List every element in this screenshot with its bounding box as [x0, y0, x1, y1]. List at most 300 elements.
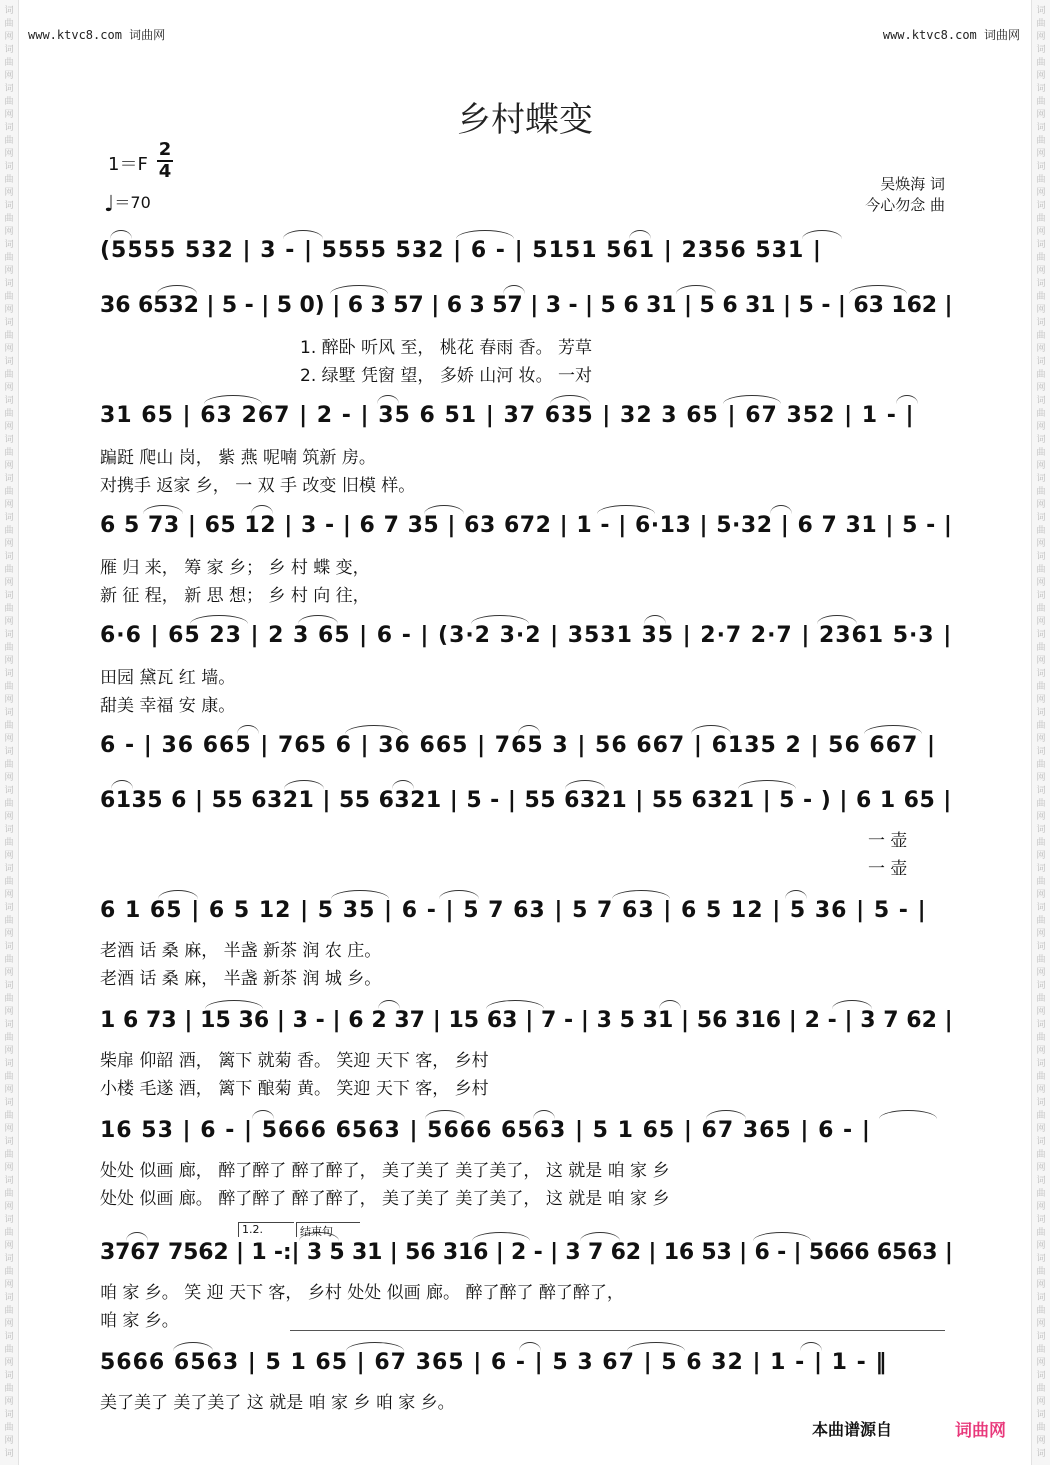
side-mark-char: 曲 — [1036, 214, 1046, 224]
side-mark-char: 词 — [1036, 747, 1046, 757]
side-mark-char: 网 — [4, 1436, 14, 1446]
side-mark-char: 词 — [4, 1137, 14, 1147]
side-mark-char: 曲 — [1036, 1267, 1046, 1277]
header-site-left[interactable]: www.ktvc8.com 词曲网 — [28, 28, 166, 42]
side-mark-char: 词 — [4, 45, 14, 55]
side-mark-char: 网 — [1036, 149, 1046, 159]
lyric-line: 一 壶 — [868, 831, 908, 851]
song-title: 乡村蝶变 — [457, 100, 593, 140]
side-mark-char: 网 — [1036, 500, 1046, 510]
footer-source: 本曲谱源自 — [812, 1420, 893, 1439]
side-mark-char: 网 — [4, 734, 14, 744]
volta-first-ending — [238, 1222, 294, 1237]
side-mark-char: 曲 — [1036, 448, 1046, 458]
footer-brand-link[interactable]: 词曲网 — [955, 1421, 1006, 1441]
side-mark-char: 网 — [4, 1046, 14, 1056]
side-mark-char: 曲 — [1036, 409, 1046, 419]
side-mark-char: 曲 — [4, 838, 14, 848]
slur-mark — [298, 615, 338, 624]
slur-mark — [519, 1342, 541, 1351]
side-mark-char: 曲 — [4, 1267, 14, 1277]
side-mark-char: 曲 — [4, 136, 14, 146]
side-mark-char: 曲 — [1036, 877, 1046, 887]
side-mark-char: 曲 — [1036, 955, 1046, 965]
side-mark-char: 网 — [1036, 617, 1046, 627]
side-mark-char: 曲 — [4, 955, 14, 965]
side-mark-char: 网 — [1036, 383, 1046, 393]
side-mark-char: 词 — [4, 279, 14, 289]
side-mark-char: 曲 — [1036, 643, 1046, 653]
side-mark-char: 词 — [1036, 1449, 1046, 1459]
side-mark-char: 词 — [1036, 669, 1046, 679]
side-mark-char: 曲 — [4, 1189, 14, 1199]
side-mark-char: 词 — [4, 1332, 14, 1342]
side-mark-char: 网 — [1036, 1085, 1046, 1095]
side-mark-char: 曲 — [1036, 916, 1046, 926]
side-mark-char: 曲 — [1036, 1033, 1046, 1043]
side-mark-char: 网 — [1036, 1007, 1046, 1017]
music-row: 6135 6 | 55 6321 | 55 6321 | 5 - | 55 6321 | 55 6321 | 5 - ) | 6 1 65 | — [100, 788, 952, 813]
side-mark-char: 曲 — [4, 1423, 14, 1433]
slur-mark — [597, 505, 655, 514]
side-mark-char: 词 — [1036, 1176, 1046, 1186]
side-mark-char: 曲 — [4, 916, 14, 926]
lyric-line: 美了美了 美了美了 这 就是 咱 家 乡 咱 家 乡。 — [100, 1393, 455, 1413]
lyric-line: 咱 家 乡。 — [100, 1311, 179, 1331]
side-mark-char: 网 — [1036, 773, 1046, 783]
lyric-line: 对携手 返家 乡， 一 双 手 改变 旧模 样。 — [100, 476, 416, 496]
slur-mark — [158, 890, 198, 899]
side-mark-char: 曲 — [1036, 19, 1046, 29]
side-mark-char: 曲 — [4, 1072, 14, 1082]
side-mark-char: 词 — [4, 513, 14, 523]
music-row: 36 6532 | 5 - | 5 0) | 6 3 57 | 6 3 57 | 3 - | 5 6 31 | 5 6 31 | 5 - | 63 162 | — [100, 293, 953, 318]
volta-first-label: 1.2. — [242, 1223, 263, 1236]
lyric-line: 1. 醉卧 听风 至， 桃花 春雨 香。 芳草 — [300, 338, 593, 358]
side-mark-char: 网 — [4, 695, 14, 705]
slur-mark — [204, 395, 262, 404]
side-mark-char: 曲 — [4, 994, 14, 1004]
side-mark-char: 词 — [4, 552, 14, 562]
side-mark-char: 网 — [1036, 1163, 1046, 1173]
slur-mark — [486, 1000, 544, 1009]
side-mark-char: 词 — [4, 1293, 14, 1303]
side-mark-char: 词 — [1036, 786, 1046, 796]
side-mark-char: 网 — [4, 227, 14, 237]
music-row: (5555 532 | 3 - | 5555 532 | 6 - | 5151 561 | 2356 531 | — [100, 238, 822, 263]
side-mark-char: 词 — [4, 201, 14, 211]
side-mark-char: 词 — [4, 396, 14, 406]
side-mark-char: 曲 — [4, 760, 14, 770]
side-mark-char: 网 — [4, 1202, 14, 1212]
lyric-line: 甜美 幸福 安 康。 — [100, 696, 236, 716]
slur-mark — [345, 725, 403, 734]
side-mark-char: 词 — [1036, 1371, 1046, 1381]
side-mark-char: 词 — [4, 864, 14, 874]
quarter-note-icon: ♩ — [104, 192, 115, 217]
side-mark-char: 曲 — [1036, 1072, 1046, 1082]
side-mark-char: 词 — [4, 1215, 14, 1225]
header-site-right[interactable]: www.ktvc8.com 词曲网 — [882, 28, 1020, 42]
side-mark-char: 网 — [4, 968, 14, 978]
side-mark-char: 网 — [1036, 1358, 1046, 1368]
side-mark-char: 词 — [1036, 942, 1046, 952]
side-mark-char: 词 — [4, 903, 14, 913]
side-mark-char: 词 — [1036, 1254, 1046, 1264]
slur-mark — [472, 1232, 530, 1241]
side-mark-char: 词 — [4, 1176, 14, 1186]
slur-mark — [126, 1232, 148, 1241]
slur-mark — [143, 505, 183, 514]
side-mark-char: 网 — [1036, 227, 1046, 237]
slur-mark — [896, 395, 918, 404]
slur-mark — [251, 505, 273, 514]
side-mark-char: 曲 — [4, 448, 14, 458]
side-mark-char: 曲 — [4, 604, 14, 614]
slur-mark — [377, 395, 399, 404]
slur-mark — [802, 230, 842, 239]
side-mark-char: 词 — [1036, 240, 1046, 250]
slur-mark — [110, 230, 132, 239]
side-mark-char: 网 — [4, 1124, 14, 1134]
volta-coda — [296, 1222, 360, 1237]
slur-mark — [252, 1110, 274, 1119]
slur-mark — [738, 780, 796, 789]
side-mark-char: 网 — [4, 305, 14, 315]
side-mark-char: 词 — [1036, 1098, 1046, 1108]
slur-mark — [770, 505, 792, 514]
slur-mark — [706, 1110, 746, 1119]
slur-mark — [832, 1000, 872, 1009]
side-mark-char: 网 — [1036, 1241, 1046, 1251]
slur-mark — [800, 1342, 822, 1351]
side-mark-char: 网 — [1036, 344, 1046, 354]
side-mark-char: 网 — [1036, 1436, 1046, 1446]
side-mark-char: 词 — [1036, 1137, 1046, 1147]
side-mark-char: 网 — [4, 71, 14, 81]
side-mark-char: 曲 — [1036, 1189, 1046, 1199]
side-mark-char: 曲 — [1036, 760, 1046, 770]
side-mark-char: 词 — [4, 84, 14, 94]
side-mark-char: 网 — [1036, 734, 1046, 744]
side-mark-char: 曲 — [4, 19, 14, 29]
slur-mark — [533, 1110, 555, 1119]
side-mark-char: 曲 — [1036, 292, 1046, 302]
side-mark-char: 网 — [1036, 1280, 1046, 1290]
lyric-line: 新 征 程， 新 思 想； 乡 村 向 往， — [100, 586, 370, 606]
side-mark-char: 词 — [1036, 279, 1046, 289]
side-mark-char: 曲 — [4, 877, 14, 887]
side-mark-char: 网 — [4, 617, 14, 627]
slur-mark — [879, 1110, 937, 1119]
side-mark-char: 词 — [1036, 1215, 1046, 1225]
side-mark-char: 曲 — [1036, 253, 1046, 263]
side-mark-char: 网 — [4, 578, 14, 588]
slur-mark — [550, 395, 590, 404]
side-mark-char: 网 — [4, 1280, 14, 1290]
side-mark-char: 曲 — [1036, 175, 1046, 185]
side-mark-char: 曲 — [1036, 487, 1046, 497]
lyric-line: 一 壶 — [868, 859, 908, 879]
side-mark-char: 词 — [1036, 825, 1046, 835]
lyric-line: 2. 绿墅 凭窗 望， 多娇 山河 妆。 一对 — [300, 366, 593, 386]
side-mark-char: 词 — [1036, 45, 1046, 55]
side-mark-char: 网 — [1036, 968, 1046, 978]
side-mark-char: 词 — [4, 981, 14, 991]
side-mark-char: 词 — [1036, 708, 1046, 718]
side-mark-char: 词 — [4, 357, 14, 367]
side-mark-char: 曲 — [4, 799, 14, 809]
side-mark-char: 曲 — [1036, 370, 1046, 380]
side-mark-char: 网 — [4, 110, 14, 120]
side-mark-char: 网 — [4, 1358, 14, 1368]
side-mark-char: 词 — [1036, 552, 1046, 562]
side-mark-char: 词 — [4, 1020, 14, 1030]
side-mark-char: 词 — [4, 1098, 14, 1108]
tempo-value: ＝70 — [114, 193, 151, 212]
side-mark-char: 词 — [4, 630, 14, 640]
slur-mark — [284, 780, 324, 789]
side-mark-char: 词 — [4, 825, 14, 835]
side-mark-char: 网 — [1036, 110, 1046, 120]
lyric-line: 老酒 话 桑 麻， 半盏 新茶 润 城 乡。 — [100, 969, 382, 989]
slur-mark — [173, 1342, 213, 1351]
side-mark-char: 曲 — [4, 214, 14, 224]
side-mark-char: 词 — [4, 1254, 14, 1264]
music-row: 6·6 | 65 23 | 2 3 65 | 6 - | (3·2 3·2 | 3531 35 | 2·7 2·7 | 2361 5·3 | — [100, 623, 953, 648]
slur-mark — [378, 1000, 400, 1009]
side-mark-char: 网 — [1036, 539, 1046, 549]
slur-mark — [785, 890, 807, 899]
slur-mark — [346, 1342, 404, 1351]
side-mark-char: 网 — [4, 773, 14, 783]
side-mark-char: 曲 — [4, 292, 14, 302]
slur-mark — [676, 285, 716, 294]
slur-mark — [424, 505, 464, 514]
side-mark-char: 网 — [4, 344, 14, 354]
side-mark-char: 曲 — [4, 1033, 14, 1043]
side-mark-char: 曲 — [4, 643, 14, 653]
slur-mark — [629, 230, 651, 239]
side-mark-char: 曲 — [1036, 1150, 1046, 1160]
side-mark-char: 曲 — [1036, 97, 1046, 107]
music-row: 16 53 | 6 - | 5666 6563 | 5666 6563 | 5 1 65 | 67 365 | 6 - | — [100, 1118, 871, 1143]
side-mark-char: 曲 — [4, 97, 14, 107]
side-mark-char: 词 — [1036, 123, 1046, 133]
side-mark-char: 词 — [1036, 318, 1046, 328]
side-mark-char: 词 — [1036, 396, 1046, 406]
side-mark-char: 词 — [1036, 591, 1046, 601]
side-mark-char: 曲 — [1036, 58, 1046, 68]
lyric-line: 咱 家 乡。 笑 迎 天下 客， 乡村 处处 似画 廊。 醉了醉了 醉了醉了， — [100, 1283, 624, 1303]
side-mark-char: 曲 — [1036, 1111, 1046, 1121]
lyric-line: 蹁跹 爬山 岗， 紫 燕 呢喃 筑新 房。 — [100, 448, 376, 468]
side-mark-char: 曲 — [1036, 838, 1046, 848]
side-mark-char: 网 — [4, 851, 14, 861]
side-mark-char: 词 — [1036, 903, 1046, 913]
left-watermark-strip — [0, 0, 19, 1465]
side-mark-char: 曲 — [1036, 1384, 1046, 1394]
side-mark-char: 网 — [4, 461, 14, 471]
side-mark-char: 词 — [4, 747, 14, 757]
music-row: 5666 6563 | 5 1 65 | 67 365 | 6 - | 5 3 67 | 5 6 32 | 1 - | 1 - ‖ — [100, 1350, 888, 1375]
side-mark-char: 曲 — [1036, 1228, 1046, 1238]
slur-mark — [283, 230, 323, 239]
side-mark-char: 曲 — [4, 1228, 14, 1238]
lyric-line: 处处 似画 廊， 醉了醉了 醉了醉了， 美了美了 美了美了， 这 就是 咱 家 乡 — [100, 1161, 670, 1181]
side-mark-char: 曲 — [4, 721, 14, 731]
side-mark-char: 网 — [1036, 71, 1046, 81]
right-watermark-strip — [1031, 0, 1050, 1465]
side-mark-char: 网 — [1036, 929, 1046, 939]
music-row: 1 6 73 | 15 36 | 3 - | 6 2 37 | 15 63 | 7 - | 3 5 31 | 56 316 | 2 - | 3 7 62 | — [100, 1008, 953, 1033]
side-mark-char: 词 — [1036, 1020, 1046, 1030]
side-mark-char: 词 — [4, 786, 14, 796]
side-mark-char: 网 — [4, 539, 14, 549]
side-mark-char: 网 — [1036, 422, 1046, 432]
side-mark-char: 词 — [4, 474, 14, 484]
side-mark-char: 词 — [4, 240, 14, 250]
side-mark-char: 网 — [1036, 461, 1046, 471]
side-mark-char: 词 — [4, 669, 14, 679]
slur-mark — [612, 890, 670, 899]
slur-mark — [190, 615, 248, 624]
side-mark-char: 词 — [1036, 1410, 1046, 1420]
side-mark-char: 词 — [4, 942, 14, 952]
side-mark-char: 词 — [4, 435, 14, 445]
side-mark-char: 词 — [1036, 1059, 1046, 1069]
side-mark-char: 词 — [1036, 162, 1046, 172]
side-mark-char: 曲 — [4, 370, 14, 380]
side-mark-char: 网 — [1036, 1319, 1046, 1329]
side-mark-char: 曲 — [1036, 682, 1046, 692]
side-mark-char: 曲 — [4, 58, 14, 68]
side-mark-char: 网 — [4, 500, 14, 510]
side-mark-char: 网 — [4, 656, 14, 666]
side-mark-char: 网 — [4, 149, 14, 159]
side-mark-char: 网 — [4, 32, 14, 42]
side-mark-char: 曲 — [4, 1306, 14, 1316]
side-mark-char: 网 — [4, 1007, 14, 1017]
slur-mark — [392, 780, 414, 789]
slur-mark — [205, 1000, 263, 1009]
side-mark-char: 词 — [4, 591, 14, 601]
slur-mark — [627, 1342, 685, 1351]
side-mark-char: 网 — [4, 812, 14, 822]
side-mark-char: 曲 — [4, 1384, 14, 1394]
slur-mark — [580, 1232, 620, 1241]
side-mark-char: 曲 — [1036, 136, 1046, 146]
side-mark-char: 曲 — [1036, 604, 1046, 614]
time-signature — [157, 140, 173, 182]
side-mark-char: 网 — [4, 188, 14, 198]
side-mark-char: 词 — [1036, 981, 1046, 991]
side-mark-char: 网 — [4, 1241, 14, 1251]
side-mark-char: 词 — [1036, 864, 1046, 874]
side-mark-char: 网 — [1036, 1397, 1046, 1407]
side-mark-char: 曲 — [4, 175, 14, 185]
side-mark-char: 曲 — [4, 331, 14, 341]
coda-bracket — [290, 1330, 945, 1331]
music-row: 3767 7562 | 1 -:| 3 5 31 | 56 316 | 2 - | 3 7 62 | 16 53 | 6 - | 5666 6563 | — [100, 1240, 953, 1265]
side-mark-char: 曲 — [1036, 1306, 1046, 1316]
slur-mark — [849, 285, 907, 294]
side-mark-char: 曲 — [4, 253, 14, 263]
lyric-line: 老酒 话 桑 麻， 半盏 新茶 润 农 庄。 — [100, 941, 382, 961]
side-mark-char: 曲 — [1036, 721, 1046, 731]
music-row: 6 - | 36 665 | 765 6 | 36 665 | 765 3 | 56 667 | 6135 2 | 56 667 | — [100, 733, 937, 758]
slur-mark — [753, 1232, 811, 1241]
slur-mark — [691, 725, 731, 734]
slur-mark — [864, 725, 922, 734]
side-mark-char: 词 — [4, 318, 14, 328]
slur-mark — [425, 1110, 465, 1119]
side-mark-char: 词 — [1036, 201, 1046, 211]
side-mark-char: 网 — [4, 929, 14, 939]
side-mark-char: 曲 — [4, 409, 14, 419]
side-mark-char: 网 — [1036, 656, 1046, 666]
side-mark-char: 曲 — [1036, 1423, 1046, 1433]
side-mark-char: 词 — [1036, 435, 1046, 445]
slur-mark — [237, 725, 259, 734]
side-mark-char: 词 — [1036, 1332, 1046, 1342]
time-signature-top: 2 — [158, 139, 172, 160]
side-mark-char: 曲 — [1036, 331, 1046, 341]
slur-mark — [157, 285, 197, 294]
side-mark-char: 网 — [1036, 1046, 1046, 1056]
side-mark-char: 网 — [4, 1319, 14, 1329]
lyric-line: 田园 黛瓦 红 墙。 — [100, 668, 236, 688]
side-mark-char: 网 — [1036, 188, 1046, 198]
side-mark-char: 网 — [1036, 851, 1046, 861]
side-mark-char: 网 — [1036, 695, 1046, 705]
side-mark-char: 网 — [1036, 305, 1046, 315]
side-mark-char: 曲 — [4, 526, 14, 536]
side-mark-char: 曲 — [4, 1345, 14, 1355]
side-mark-char: 词 — [1036, 6, 1046, 16]
side-mark-char: 词 — [1036, 1293, 1046, 1303]
side-mark-char: 词 — [1036, 84, 1046, 94]
slur-mark — [111, 780, 133, 789]
side-mark-char: 曲 — [1036, 994, 1046, 1004]
side-mark-char: 词 — [1036, 357, 1046, 367]
side-mark-char: 词 — [4, 1059, 14, 1069]
side-mark-char: 网 — [1036, 266, 1046, 276]
side-mark-char: 曲 — [4, 1150, 14, 1160]
side-mark-char: 网 — [1036, 890, 1046, 900]
side-mark-char: 词 — [1036, 474, 1046, 484]
slur-mark — [518, 725, 540, 734]
lyric-line: 处处 似画 廊。 醉了醉了 醉了醉了， 美了美了 美了美了， 这 就是 咱 家 乡 — [100, 1189, 670, 1209]
side-mark-char: 网 — [4, 1397, 14, 1407]
volta-coda-label: 结束句 — [300, 1225, 333, 1238]
side-mark-char: 网 — [4, 890, 14, 900]
side-mark-char: 曲 — [1036, 1345, 1046, 1355]
side-mark-char: 网 — [4, 266, 14, 276]
side-mark-char: 网 — [1036, 1124, 1046, 1134]
time-signature-bottom: 4 — [158, 161, 172, 182]
side-mark-char: 曲 — [4, 487, 14, 497]
side-mark-char: 曲 — [1036, 799, 1046, 809]
slur-mark — [659, 1000, 681, 1009]
music-row: 31 65 | 63 267 | 2 - | 35 6 51 | 37 635 | 32 3 65 | 67 352 | 1 - | — [100, 403, 915, 428]
slur-mark — [817, 615, 857, 624]
side-mark-char: 网 — [1036, 578, 1046, 588]
side-mark-char: 词 — [4, 162, 14, 172]
music-row: 6 5 73 | 65 12 | 3 - | 6 7 35 | 63 672 | 1 - | 6·13 | 5·32 | 6 7 31 | 5 - | — [100, 513, 953, 538]
side-mark-char: 曲 — [1036, 565, 1046, 575]
side-mark-char: 曲 — [4, 1111, 14, 1121]
